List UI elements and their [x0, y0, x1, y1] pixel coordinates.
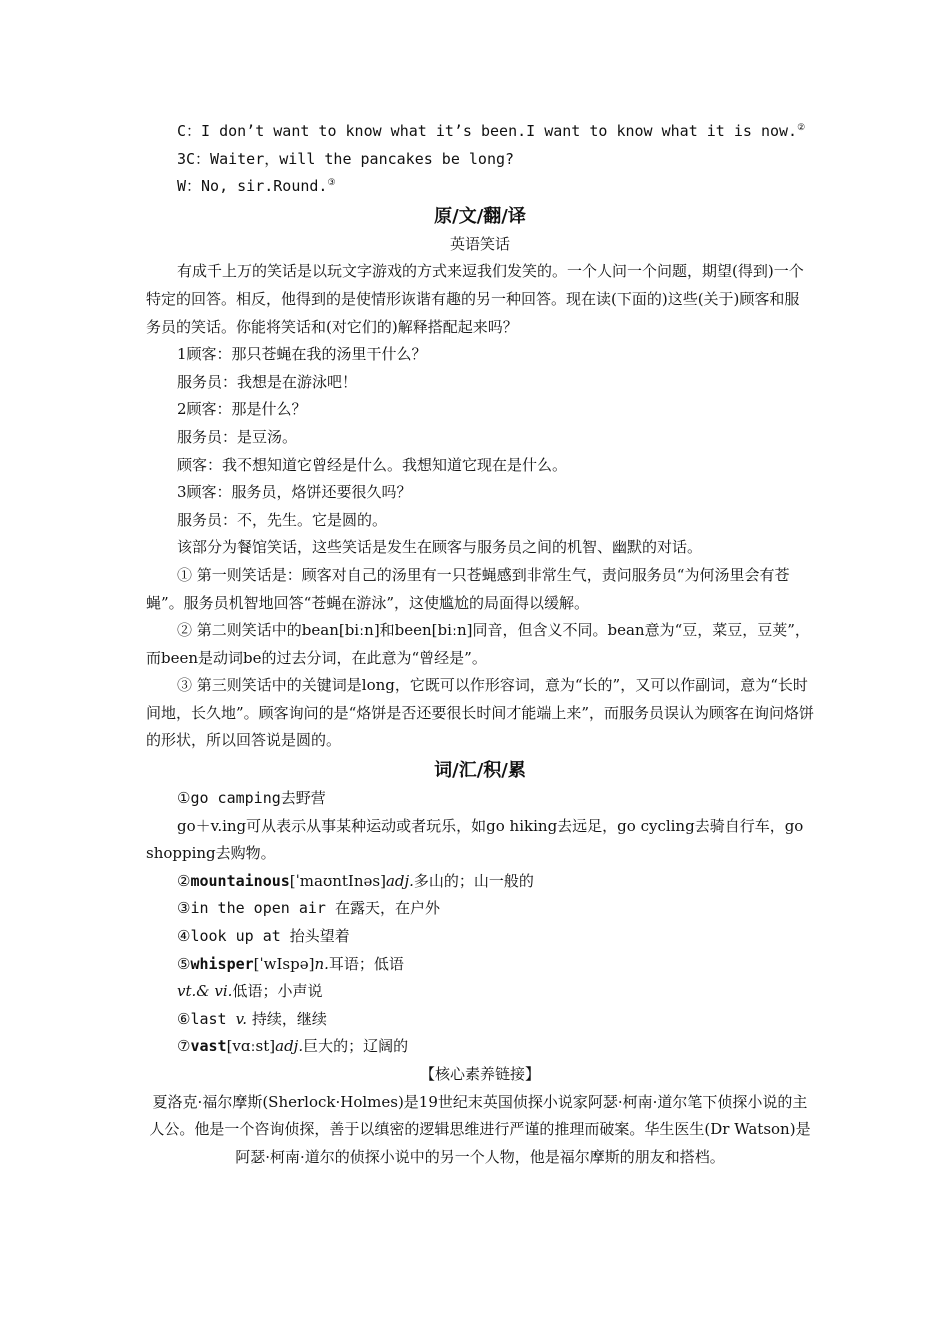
- dialogue-line-1: C：I don’t want to know what it’s been.I want to know what it is now.②: [177, 122, 806, 140]
- translation-line: 服务员：不，先生。它是圆的。: [177, 510, 388, 529]
- translation-line: 顾客：我不想知道它曾经是什么。我想知道它现在是什么。: [177, 455, 568, 474]
- dialogue-block: [146, 118, 814, 201]
- vocabulary-list: [146, 785, 814, 1061]
- dialogue-line-3: W：No, sir.Round.③: [177, 177, 336, 196]
- vocab-item-4: ④look up at 抬头望着: [177, 927, 350, 946]
- section-title-translation: 原/文/翻/译: [434, 205, 526, 227]
- footnote-mark: ②: [797, 123, 806, 133]
- explanation-note-3: ③ 第三则笑话中的关键词是long，它既可以作形容词，意为“长的”，又可以作副词，意为“长时间地，长久地”。顾客询问的是“烙饼是否还要很长时间才能端上来”，而服务员误认为顾客在询问烙饼的形状，所以回答说是圆的。: [146, 676, 815, 750]
- section-title-core-literacy: 【核心素养链接】: [419, 1065, 540, 1083]
- translation-lines: [146, 341, 814, 562]
- vocab-item-5: ⑤whisper[ˈwIspə]n.耳语；低语: [177, 954, 404, 973]
- translation-line: 3顾客：服务员，烙饼还要很久吗？: [177, 483, 412, 502]
- vocab-item-1-note: go＋v.ing可从表示从事某种运动或者玩乐，如go hiking去远足，go cycling去骑自行车，go shopping去购物。: [146, 816, 804, 863]
- vocab-item-1: ①go camping去野营: [177, 789, 326, 808]
- explanation-note-2: ② 第二则笑话中的bean[biːn]和been[biːn]同音，但含义不同。bean意为“豆，菜豆，豆荚”，而been是动词be的过去分词，在此意为“曾经是”。: [146, 621, 810, 667]
- translation-subtitle: 英语笑话: [449, 234, 510, 253]
- translation-line: 该部分为餐馆笑话，这些笑话是发生在顾客与服务员之间的机智、幽默的对话。: [177, 538, 703, 557]
- explanation-note-1: ① 第一则笑话是：顾客对自己的汤里有一只苍蝇感到非常生气，责问服务员“为何汤里会有苍蝇”。服务员机智地回答“苍蝇在游泳”，这使尴尬的局面得以缓解。: [146, 565, 790, 612]
- dialogue-line-2: 3C：Waiter，will the pancakes be long?: [177, 149, 515, 168]
- translation-line: 服务员：我想是在游泳吧！: [177, 372, 358, 391]
- translation-intro: 有成千上万的笑话是以玩文字游戏的方式来逗我们发笑的。一个人问一个问题，期望(得到)一个特定的回答。相反，他得到的是使情形诙谐有趣的另一种回答。现在读(下面的)这些(关于)顾客和服务员的笑话。你能将笑话和(对它们的)解释搭配起来吗？: [146, 262, 804, 336]
- document-page: [146, 118, 814, 1171]
- core-literacy-body: 夏洛克·福尔摩斯(Sherlock·Holmes)是19世纪末英国侦探小说家阿瑟·柯南·道尔笔下侦探小说的主人公。他是一个咨询侦探，善于以缜密的逻辑思维进行严谨的推理而破案。华生医生(Dr Watson)是阿瑟·柯南·道尔的侦探小说中的另一个人物，他是福尔摩斯的朋友和搭档。: [149, 1092, 811, 1166]
- translation-line: 服务员：是豆汤。: [177, 427, 298, 446]
- vocab-item-6: ⑥last v. 持续，继续: [177, 1009, 327, 1028]
- vocab-item-7: ⑦vast[vɑːst]adj.巨大的；辽阔的: [177, 1037, 409, 1056]
- section-title-vocabulary: 词/汇/积/累: [434, 760, 526, 782]
- footnote-mark: ③: [327, 178, 336, 189]
- vocab-item-5-verb: vt.& vi.低语；小声说: [177, 982, 323, 1001]
- translation-line: 1顾客：那只苍蝇在我的汤里干什么？: [177, 345, 427, 364]
- vocab-item-3: ③in the open air 在露天，在户外: [177, 899, 440, 918]
- vocab-item-2: ②mountainous[ˈmaʊntInəs]adj.多山的；山一般的: [177, 871, 534, 890]
- translation-line: 2顾客：那是什么？: [177, 400, 307, 419]
